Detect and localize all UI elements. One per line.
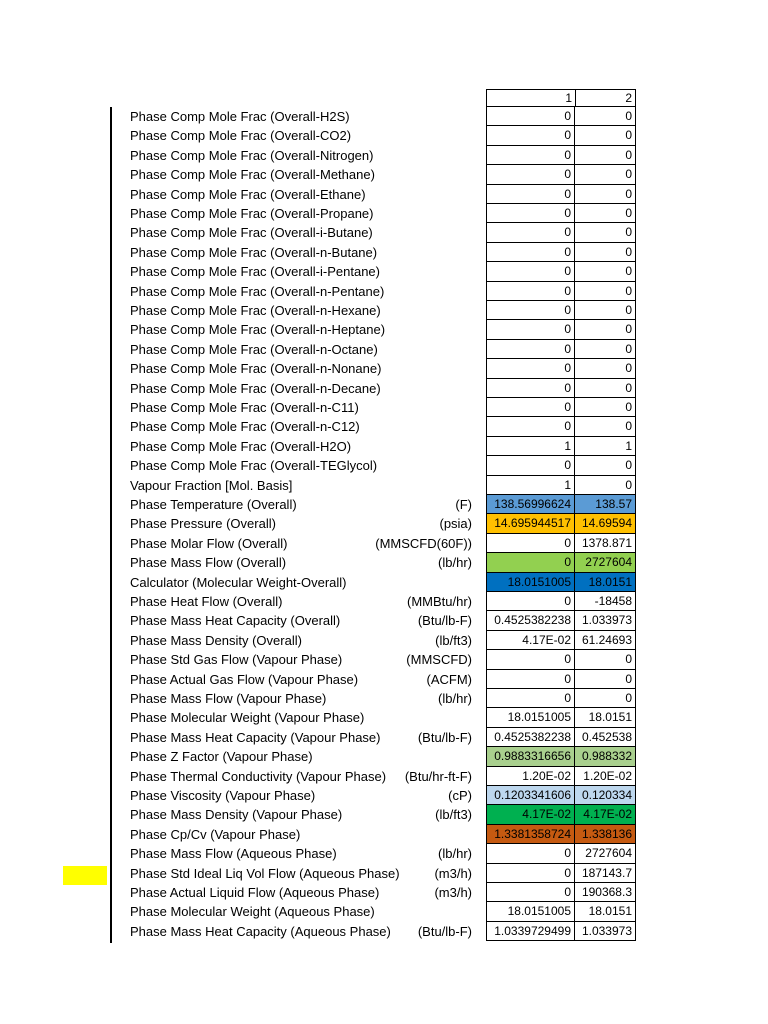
row-label[interactable]: Phase Mass Flow (Vapour Phase) — [130, 691, 327, 706]
table-row — [112, 262, 636, 281]
value-cell-col2[interactable]: 0 — [575, 126, 636, 145]
value-cell-col2[interactable]: 1.033973 — [575, 611, 636, 630]
value-cell-col1[interactable]: 0 — [486, 282, 575, 301]
value-cell-col1[interactable]: 14.695944517 — [486, 514, 575, 533]
table-row — [112, 805, 636, 824]
row-label[interactable]: Phase Mass Flow (Overall) — [130, 555, 287, 571]
value-cell-col1[interactable]: 0 — [486, 126, 575, 145]
table-row — [112, 146, 636, 165]
value-cell-col2[interactable]: 0 — [575, 185, 636, 204]
value-cell-col2[interactable]: 0 — [575, 359, 636, 378]
table-row — [112, 553, 636, 572]
value-cell-col1[interactable]: 0.9883316656 — [486, 747, 575, 766]
table-row — [112, 165, 636, 184]
value-cell-col2[interactable]: 187143.7 — [575, 864, 636, 883]
value-cell-col1[interactable]: 0 — [486, 534, 575, 553]
value-cell-col1[interactable]: 0 — [486, 359, 575, 378]
row-label[interactable]: Phase Std Gas Flow (Vapour Phase) — [130, 652, 343, 668]
row-unit: (cP) — [448, 788, 472, 803]
row-label[interactable]: Phase Molar Flow (Overall) — [130, 535, 288, 551]
row-label[interactable]: Phase Comp Mole Frac (Overall-Ethane) — [130, 186, 366, 202]
highlighted-cell[interactable] — [63, 866, 107, 885]
value-cell-col1[interactable]: 0 — [486, 340, 575, 359]
row-label[interactable]: Phase Mass Density (Vapour Phase) — [130, 807, 343, 823]
row-unit: (lb/hr) — [438, 555, 472, 571]
table-row — [112, 282, 636, 301]
table-row — [112, 534, 636, 553]
row-label[interactable]: Calculator (Molecular Weight-Overall) — [130, 574, 347, 590]
value-cell-col1[interactable]: 0 — [486, 379, 575, 398]
table-row — [112, 359, 636, 378]
row-label[interactable]: Phase Mass Density (Overall) — [130, 632, 302, 648]
value-cell-col1[interactable]: 0 — [486, 301, 575, 320]
value-cell-col2[interactable]: 61.24693 — [575, 631, 636, 650]
row-label[interactable]: Phase Comp Mole Frac (Overall-CO2) — [130, 128, 352, 144]
value-cell-col1[interactable]: 0 — [486, 262, 575, 281]
row-label[interactable]: Vapour Fraction [Mol. Basis] — [130, 477, 293, 493]
table-row — [112, 456, 636, 475]
row-label[interactable]: Phase Actual Gas Flow (Vapour Phase) — [130, 671, 359, 687]
value-cell-col2[interactable]: 0.120334 — [575, 786, 636, 805]
row-label[interactable]: Phase Mass Heat Capacity (Vapour Phase) — [130, 729, 381, 745]
row-label[interactable]: Phase Z Factor (Vapour Phase) — [130, 749, 313, 765]
row-unit: (MMSCFD(60F)) — [375, 535, 472, 551]
row-label[interactable]: Phase Actual Liquid Flow (Aqueous Phase) — [130, 885, 380, 900]
value-cell-col1[interactable]: 0 — [486, 107, 575, 126]
table-row — [112, 437, 636, 456]
value-cell-col2[interactable]: 0 — [575, 476, 636, 495]
row-label[interactable]: Phase Cp/Cv (Vapour Phase) — [130, 826, 301, 842]
value-cell-col1[interactable]: 0 — [486, 456, 575, 475]
row-label[interactable]: Phase Comp Mole Frac (Overall-n-Octane) — [130, 341, 378, 357]
value-cell-col2[interactable]: 18.0151 — [575, 902, 636, 921]
row-unit: (m3/h) — [434, 885, 472, 900]
value-cell-col1[interactable]: 0 — [486, 320, 575, 339]
row-label[interactable]: Phase Comp Mole Frac (Overall-n-Heptane) — [130, 322, 386, 338]
value-cell-col1[interactable]: 0 — [486, 185, 575, 204]
value-cell-col1[interactable]: 18.0151005 — [486, 573, 575, 592]
row-unit: (Btu/lb-F) — [417, 613, 472, 629]
table-row — [112, 514, 636, 533]
value-cell-col2[interactable]: 18.0151 — [575, 573, 636, 592]
value-cell-col2[interactable]: 0.988332 — [575, 747, 636, 766]
row-unit: (lb/ft3) — [435, 632, 472, 648]
row-unit: (Btu/lb-F) — [417, 729, 472, 745]
value-cell-col1[interactable]: 0 — [486, 223, 575, 242]
table-row — [112, 340, 636, 359]
value-cell-col1[interactable]: 0.4525382238 — [486, 611, 575, 630]
table-row — [112, 728, 636, 747]
table-row — [112, 689, 636, 708]
row-label[interactable]: Phase Comp Mole Frac (Overall-Nitrogen) — [130, 147, 374, 163]
value-cell-col1[interactable]: 0 — [486, 592, 575, 611]
table-row — [112, 204, 636, 223]
table-row — [112, 185, 636, 204]
value-cell-col1[interactable]: 1 — [486, 476, 575, 495]
value-cell-col2[interactable]: 0 — [575, 670, 636, 689]
value-cell-col2[interactable]: 0 — [575, 301, 636, 320]
row-unit: (ACFM) — [426, 671, 472, 687]
table-row — [112, 611, 636, 630]
value-cell-col1[interactable]: 0 — [486, 844, 575, 863]
row-unit: (Btu/hr-ft-F) — [404, 768, 472, 784]
value-cell-col2[interactable]: 2727604 — [575, 844, 636, 863]
table-row — [112, 670, 636, 689]
table-row — [112, 844, 636, 863]
row-unit: (MMBtu/hr) — [407, 594, 472, 609]
row-label[interactable]: Phase Mass Heat Capacity (Aqueous Phase) — [130, 923, 391, 939]
row-unit: (lb/hr) — [438, 691, 472, 706]
value-cell-col2[interactable]: 0 — [575, 417, 636, 436]
value-cell-col1[interactable]: 0.4525382238 — [486, 728, 575, 747]
table-row — [112, 902, 636, 921]
value-cell-col1[interactable]: 0 — [486, 689, 575, 708]
value-cell-col1[interactable]: 0 — [486, 243, 575, 262]
row-label[interactable]: Phase Molecular Weight (Aqueous Phase) — [130, 904, 375, 920]
value-cell-col1[interactable]: 0 — [486, 670, 575, 689]
value-cell-col1[interactable]: 0 — [486, 204, 575, 223]
row-label[interactable]: Phase Comp Mole Frac (Overall-n-C11) — [130, 400, 359, 415]
value-cell-col2[interactable]: 190368.3 — [575, 883, 636, 902]
value-cell-col2[interactable]: 0 — [575, 243, 636, 262]
row-unit: (lb/ft3) — [435, 807, 472, 823]
value-cell-col1[interactable]: 1 — [486, 437, 575, 456]
row-label[interactable]: Phase Mass Heat Capacity (Overall) — [130, 613, 341, 629]
value-cell-col1[interactable]: 1.0339729499 — [486, 922, 575, 941]
row-label[interactable]: Phase Mass Flow (Aqueous Phase) — [130, 846, 337, 862]
value-cell-col2[interactable]: 0 — [575, 107, 636, 126]
value-cell-col1[interactable]: 1.20E-02 — [486, 767, 575, 786]
value-cell-col1[interactable]: 0.1203341606 — [486, 786, 575, 805]
table-row — [112, 825, 636, 844]
value-cell-col2[interactable]: 0 — [575, 689, 636, 708]
value-cell-col2[interactable]: 138.57 — [575, 495, 636, 514]
table-row — [112, 747, 636, 766]
value-cell-col1[interactable]: 0 — [486, 650, 575, 669]
column-header-2[interactable]: 2 — [575, 89, 636, 107]
value-cell-col2[interactable]: 0 — [575, 282, 636, 301]
row-unit: (m3/h) — [434, 865, 472, 881]
row-label[interactable]: Phase Comp Mole Frac (Overall-n-Decane) — [130, 380, 381, 396]
value-cell-col1[interactable]: 0 — [486, 146, 575, 165]
value-cell-col1[interactable]: 4.17E-02 — [486, 805, 575, 824]
row-unit: (F) — [455, 497, 472, 512]
row-unit: (lb/hr) — [438, 846, 472, 862]
table-row — [112, 767, 636, 786]
row-label[interactable]: Phase Thermal Conductivity (Vapour Phase) — [130, 768, 387, 784]
table-row — [112, 301, 636, 320]
table-row — [112, 631, 636, 650]
value-cell-col2[interactable]: 18.0151 — [575, 708, 636, 727]
value-cell-col2[interactable]: 0 — [575, 320, 636, 339]
value-cell-col2[interactable]: 4.17E-02 — [575, 805, 636, 824]
row-unit: (MMSCFD) — [406, 652, 472, 668]
row-label[interactable]: Phase Comp Mole Frac (Overall-H2S) — [130, 109, 350, 124]
table-row — [112, 573, 636, 592]
table-row — [112, 883, 636, 902]
value-cell-col2[interactable]: 0 — [575, 165, 636, 184]
row-label[interactable]: Phase Pressure (Overall) — [130, 516, 276, 532]
value-cell-col2[interactable]: 0 — [575, 398, 636, 417]
row-label[interactable]: Phase Comp Mole Frac (Overall-Methane) — [130, 167, 375, 183]
value-cell-col2[interactable]: 0 — [575, 456, 636, 475]
value-cell-col2[interactable]: 0 — [575, 262, 636, 281]
table-row — [112, 417, 636, 436]
row-label[interactable]: Phase Comp Mole Frac (Overall-i-Butane) — [130, 225, 373, 241]
table-row — [112, 708, 636, 727]
table-row — [112, 243, 636, 262]
row-label[interactable]: Phase Comp Mole Frac (Overall-n-Butane) — [130, 244, 378, 260]
table-row — [112, 107, 636, 126]
value-cell-col1[interactable]: 138.56996624 — [486, 495, 575, 514]
table-row — [112, 223, 636, 242]
table-row — [112, 650, 636, 669]
column-header-1[interactable]: 1 — [486, 89, 576, 107]
value-cell-col2[interactable]: 1.033973 — [575, 922, 636, 941]
value-cell-col1[interactable]: 0 — [486, 883, 575, 902]
row-label[interactable]: Phase Comp Mole Frac (Overall-Propane) — [130, 206, 374, 221]
value-cell-col2[interactable]: -18458 — [575, 592, 636, 611]
value-cell-col1[interactable]: 0 — [486, 398, 575, 417]
value-cell-col1[interactable]: 0 — [486, 864, 575, 883]
value-cell-col2[interactable]: 1.338136 — [575, 825, 636, 844]
table-row — [112, 592, 636, 611]
row-label[interactable]: Phase Viscosity (Vapour Phase) — [130, 788, 316, 803]
value-cell-col1[interactable]: 4.17E-02 — [486, 631, 575, 650]
value-cell-col2[interactable]: 14.69594 — [575, 514, 636, 533]
row-label[interactable]: Phase Temperature (Overall) — [130, 497, 297, 512]
value-cell-col1[interactable]: 1.3381358724 — [486, 825, 575, 844]
value-cell-col2[interactable]: 0 — [575, 340, 636, 359]
row-label[interactable]: Phase Comp Mole Frac (Overall-TEGlycol) — [130, 458, 378, 474]
value-cell-col2[interactable]: 0 — [575, 223, 636, 242]
value-cell-col2[interactable]: 1 — [575, 437, 636, 456]
row-label[interactable]: Phase Molecular Weight (Vapour Phase) — [130, 710, 365, 726]
row-label[interactable]: Phase Comp Mole Frac (Overall-n-Hexane) — [130, 303, 381, 318]
table-row — [112, 786, 636, 805]
table-row — [112, 379, 636, 398]
row-unit: (Btu/lb-F) — [417, 923, 472, 939]
value-cell-col2[interactable]: 2727604 — [575, 553, 636, 572]
value-cell-col2[interactable]: 0 — [575, 146, 636, 165]
value-cell-col2[interactable]: 1378.871 — [575, 534, 636, 553]
table-row — [112, 495, 636, 514]
value-cell-col1[interactable]: 18.0151005 — [486, 708, 575, 727]
row-label[interactable]: Phase Comp Mole Frac (Overall-n-Nonane) — [130, 361, 382, 377]
value-cell-col1[interactable]: 0 — [486, 417, 575, 436]
table-row — [112, 476, 636, 495]
value-cell-col2[interactable]: 0.452538 — [575, 728, 636, 747]
table-row — [112, 320, 636, 339]
row-label[interactable]: Phase Std Ideal Liq Vol Flow (Aqueous Phase) — [130, 865, 400, 881]
table-row — [112, 126, 636, 145]
value-cell-col2[interactable]: 0 — [575, 204, 636, 223]
row-label[interactable]: Phase Comp Mole Frac (Overall-n-Pentane) — [130, 283, 385, 299]
value-cell-col2[interactable]: 0 — [575, 650, 636, 669]
value-cell-col2[interactable]: 1.20E-02 — [575, 767, 636, 786]
table-row — [112, 864, 636, 883]
row-label[interactable]: Phase Comp Mole Frac (Overall-H2O) — [130, 438, 352, 454]
value-cell-col1[interactable]: 0 — [486, 165, 575, 184]
value-cell-col1[interactable]: 0 — [486, 553, 575, 572]
row-label[interactable]: Phase Comp Mole Frac (Overall-i-Pentane) — [130, 264, 380, 280]
value-cell-col2[interactable]: 0 — [575, 379, 636, 398]
row-label[interactable]: Phase Comp Mole Frac (Overall-n-C12) — [130, 419, 360, 435]
table-row — [112, 398, 636, 417]
value-cell-col1[interactable]: 18.0151005 — [486, 902, 575, 921]
table-row — [112, 922, 636, 941]
row-unit: (psia) — [439, 516, 472, 532]
row-label[interactable]: Phase Heat Flow (Overall) — [130, 594, 283, 609]
